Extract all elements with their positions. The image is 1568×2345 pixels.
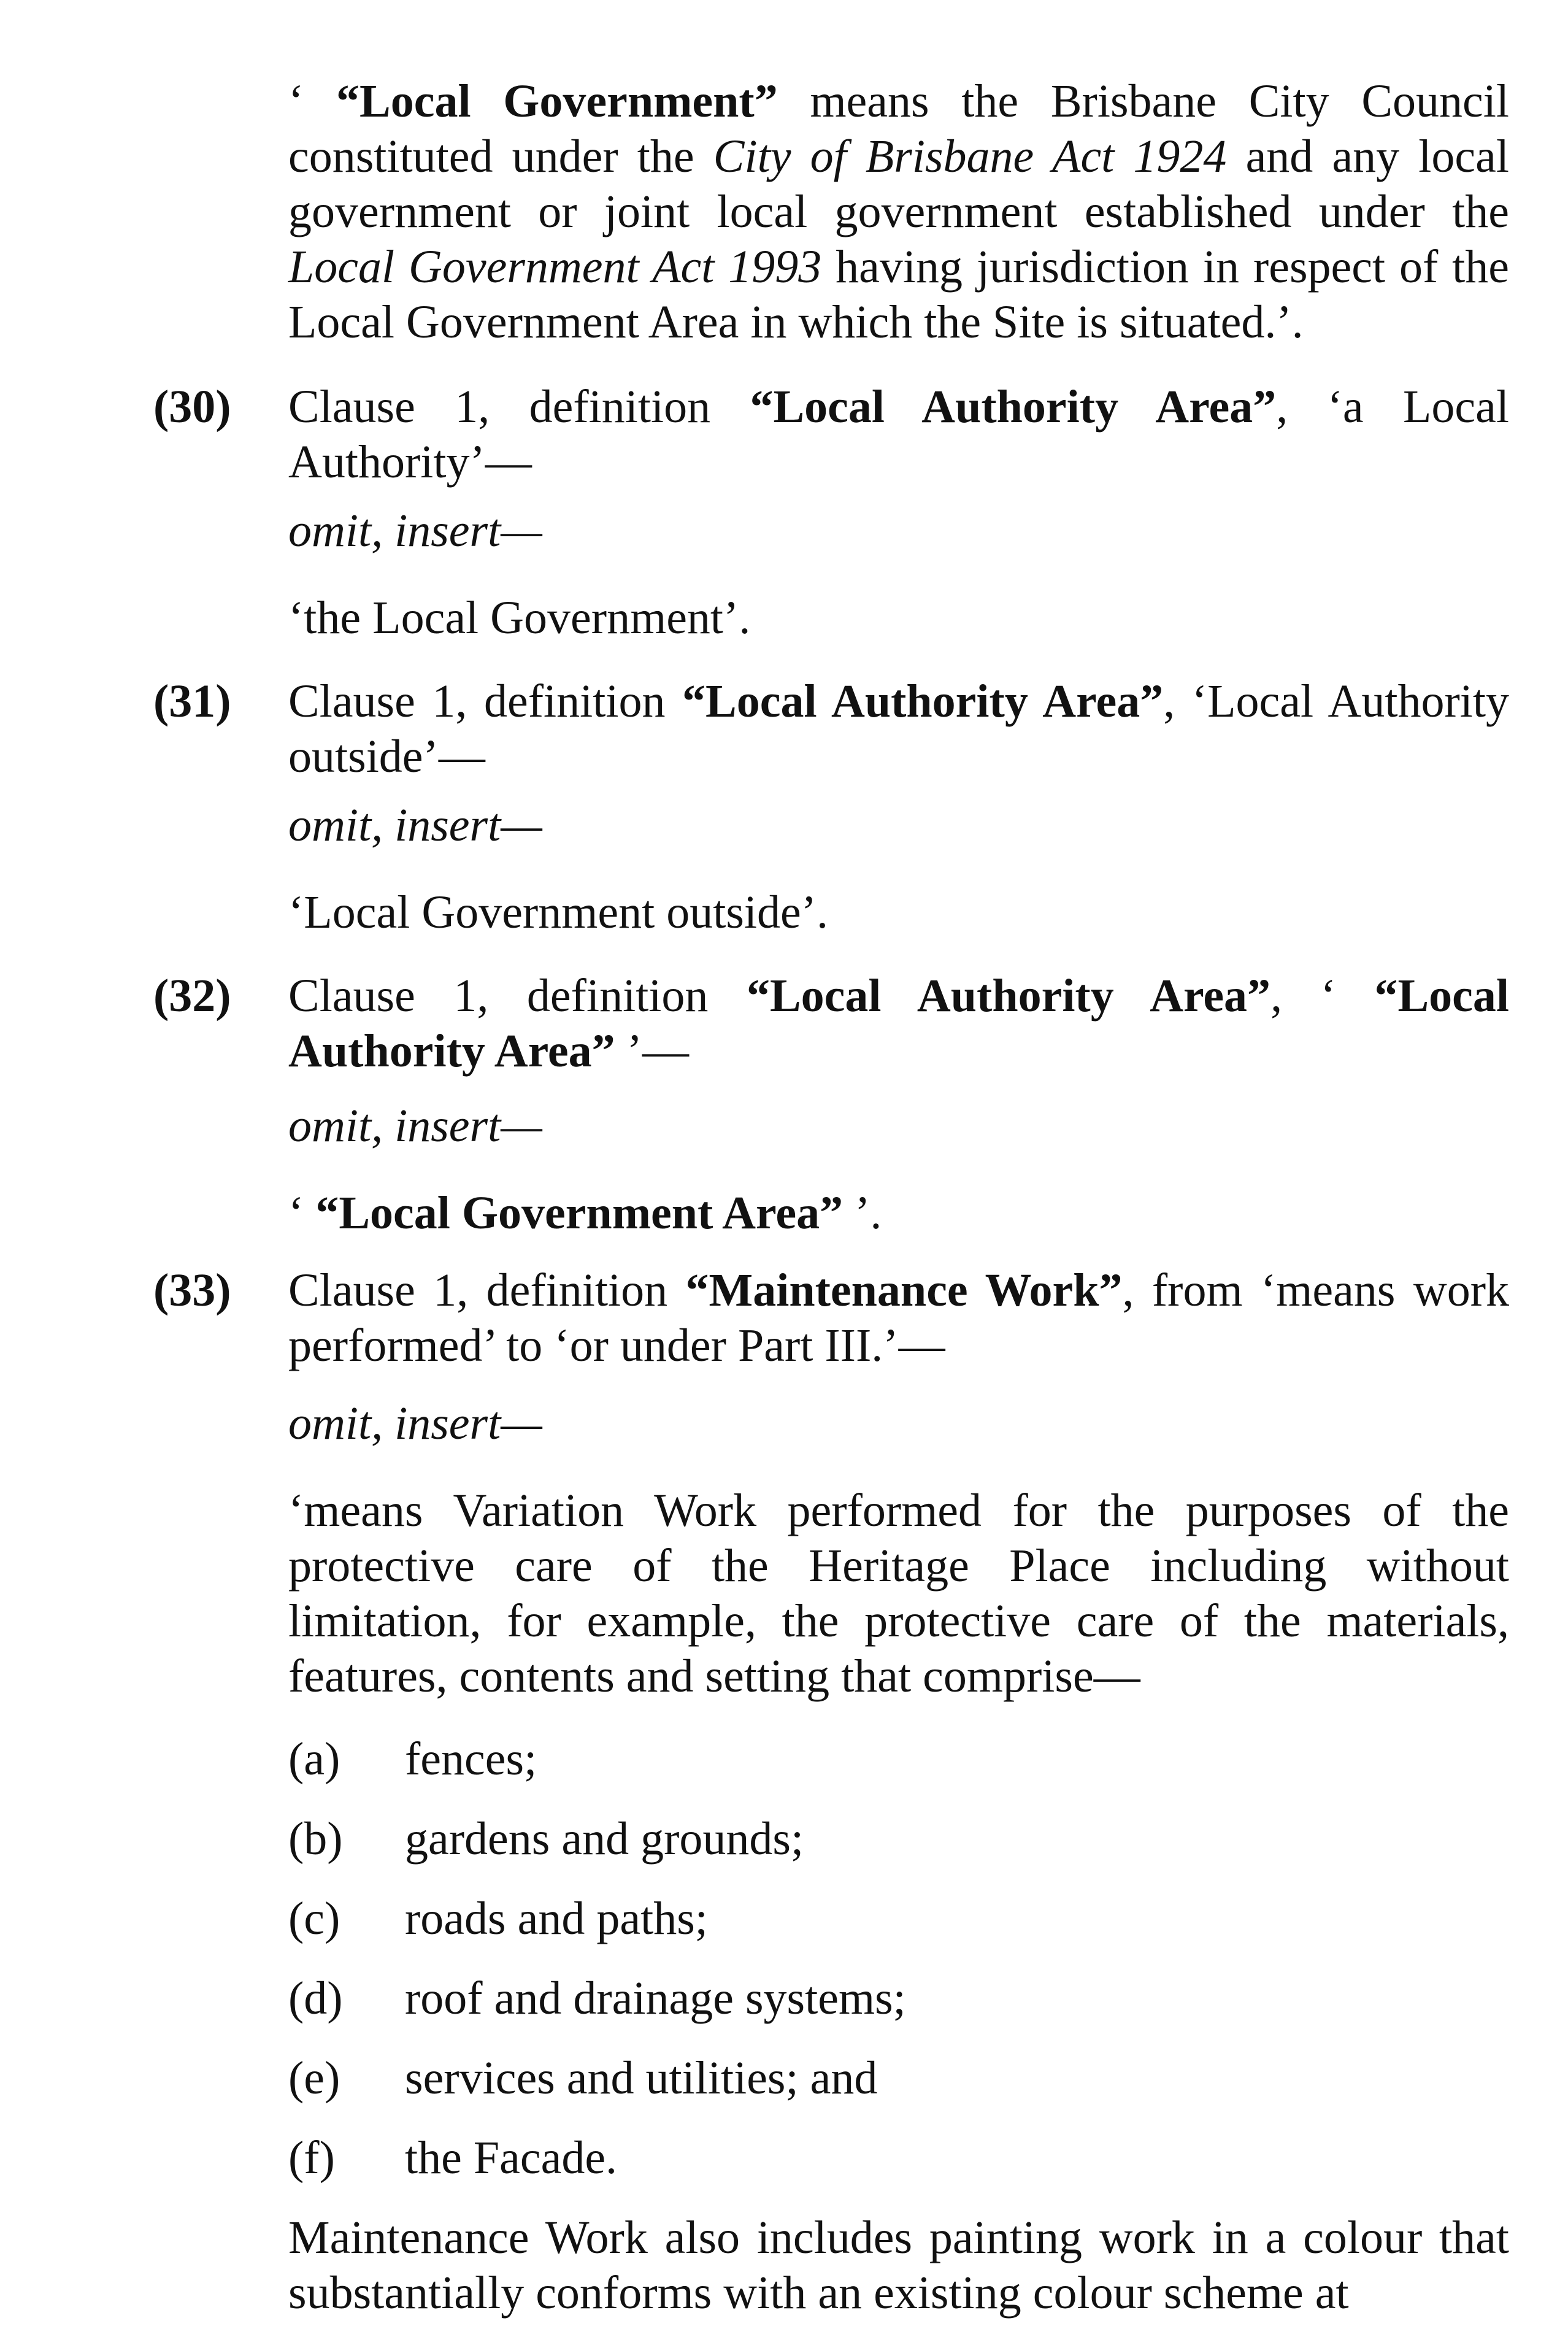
- amendment-instruction: omit, insert—: [288, 1398, 542, 1449]
- subitem-text: roads and paths;: [405, 1893, 708, 1944]
- item-number: (33): [153, 1265, 231, 1316]
- amendment-instruction: omit, insert—: [288, 505, 542, 556]
- defined-term: “Maintenance Work”: [685, 1265, 1123, 1316]
- amendment-heading: Clause 1, definition “Local Authority Area”, ‘Local Authority outside’—: [288, 676, 1509, 782]
- amendment-replacement: ‘the Local Government’.: [288, 592, 751, 644]
- defined-term: “Local Government Area”: [315, 1187, 844, 1239]
- amendment-heading: Clause 1, definition “Local Authority Area”, ‘ “Local Authority Area” ’—: [288, 970, 1509, 1077]
- subitem-label: (f): [288, 2132, 335, 2184]
- item-number: (30): [153, 381, 231, 433]
- subitem-text: gardens and grounds;: [405, 1813, 804, 1865]
- amendment-instruction: omit, insert—: [288, 799, 542, 851]
- defined-term: “Local Authority Area”: [750, 381, 1277, 433]
- defined-term: “Local Authority Area”: [682, 676, 1164, 727]
- subitem-label: (e): [288, 2052, 340, 2104]
- subitem-label: (c): [288, 1893, 340, 1944]
- act-title: City of Brisbane Act 1924: [713, 131, 1227, 182]
- defined-term: “Local Authority Area”: [746, 970, 1271, 1022]
- subitem-text: the Facade.: [405, 2132, 618, 2184]
- amendment-heading: Clause 1, definition “Local Authority Area”, ‘a Local Authority’—: [288, 381, 1510, 488]
- local-government-definition: ‘ “Local Government” means the Brisbane City Council constituted under the City of Brisbane Act 1924 and any local government or joint local government established under the Local Government Act 1993 having jurisdiction in respect of the Local Government Area in which the Site is situated.’.: [288, 75, 1510, 348]
- subitem-label: (b): [288, 1813, 343, 1865]
- subitem-text: services and utilities; and: [405, 2052, 878, 2104]
- amendment-replacement: ‘ “Local Government Area” ’.: [288, 1187, 882, 1239]
- closing-paragraph: Maintenance Work also includes painting work in a colour that substantially conforms with an existing colour scheme at: [288, 2212, 1509, 2319]
- item-number: (32): [153, 970, 231, 1022]
- amendment-replacement: ‘means Variation Work performed for the purposes of the protective care of the Heritage Place including without limitation, for example, the protective care of the materials, features, contents and setting that comprise—: [288, 1485, 1509, 1702]
- amendment-instruction: omit, insert—: [288, 1100, 542, 1152]
- defined-term: “Local Government”: [336, 75, 778, 127]
- open-quote: ‘: [288, 75, 337, 127]
- subitem-text: fences;: [405, 1733, 537, 1785]
- amendment-heading: Clause 1, definition “Maintenance Work”, from ‘means work performed’ to ‘or under Part III.’—: [288, 1265, 1510, 1371]
- subitem-text: roof and drainage systems;: [405, 1973, 906, 2024]
- defined-term: “Local Authority Area”: [288, 970, 1509, 1077]
- item-number: (31): [153, 676, 231, 727]
- amendment-replacement: ‘Local Government outside’.: [288, 887, 829, 938]
- act-title: Local Government Act 1993: [288, 241, 822, 293]
- subitem-label: (a): [288, 1733, 340, 1785]
- subitem-label: (d): [288, 1973, 343, 2024]
